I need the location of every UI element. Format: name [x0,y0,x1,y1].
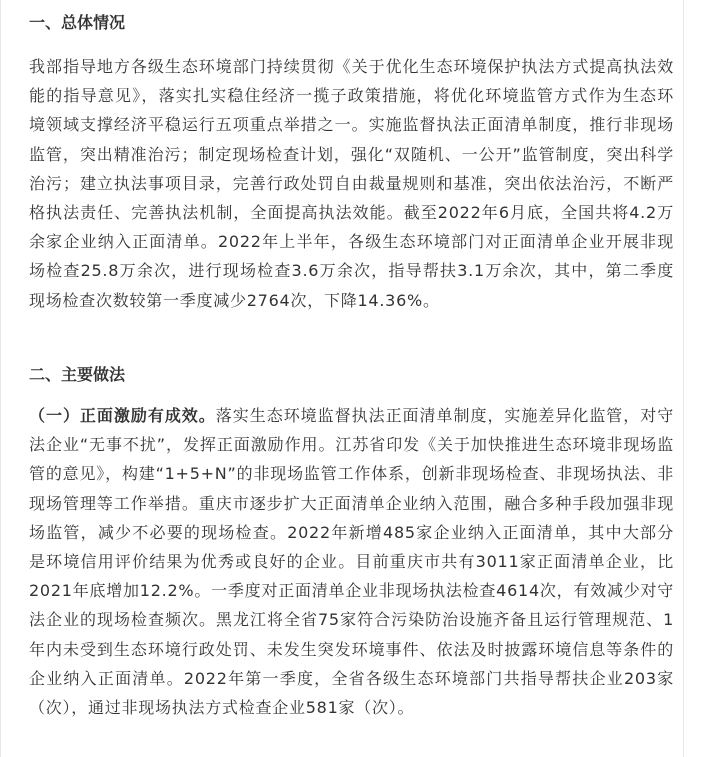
paragraph-lead: （一）正面激励有成效。 [29,406,216,425]
section-heading-main-practices: 二、主要做法 [29,365,126,384]
section-paragraph-overview: 我部指导地方各级生态环境部门持续贯彻《关于优化生态环境保护执法方式提高执法效能的指导意见》，落实扎实稳住经济一揽子政策措施，将优化环境监管方式作为生态环境领域支撑经济平稳运行五项重点举措之一。实施监督执法正面清单制度，推行非现场监管，突出精准治污；制定现场检查计划，强化“双随机、一公开”监管制度，突出科学治污；建立执法事项目录，完善行政处罚自由裁量规则和基准，突出依法治污，不断严格执法责任、完善执法机制，全面提高执法效能。截至2022年6月底，全国共将4.2万余家企业纳入正面清单。2022年上半年，各级生态环境部门对正面清单企业开展非现场检查25.8万余次，进行现场检查3.6万余次，指导帮扶3.1万余次，其中，第二季度现场检查次数较第一季度减少2764次，下降14.36%。 [29,57,674,310]
paragraph-body: 落实生态环境监督执法正面清单制度，实施差异化监管，对守法企业“无事不扰”，发挥正面激励作用。江苏省印发《关于加快推进生态环境非现场监管的意见》，构建“1+5+N”的非现场监管工作体系，创新非现场检查、非现场执法、非现场管理等工作举措。重庆市逐步扩大正面清单企业纳入范围，融合多种手段加强非现场监管，减少不必要的现场检查。2022年新增485家企业纳入正面清单，其中大部分是环境信用评价结果为优秀或良好的企业。目前重庆市共有3011家正面清单企业，比2021年底增加12.2%。一季度对正面清单企业非现场执法检查4614次，有效减少对守法企业的现场检查频次。黑龙江将全省75家符合污染防治设施齐备且运行管理规范、1年内未受到生态环境行政处罚、未发生突发环境事件、依法及时披露环境信息等条件的企业纳入正面清单。2022年第一季度，全省各级生态环境部门共指导帮扶企业203家（次），通过非现场执法方式检查企业581家（次）。 [29,406,674,718]
section-heading-overview: 一、总体情况 [29,13,126,32]
section-paragraph-main-practices [29,401,674,722]
